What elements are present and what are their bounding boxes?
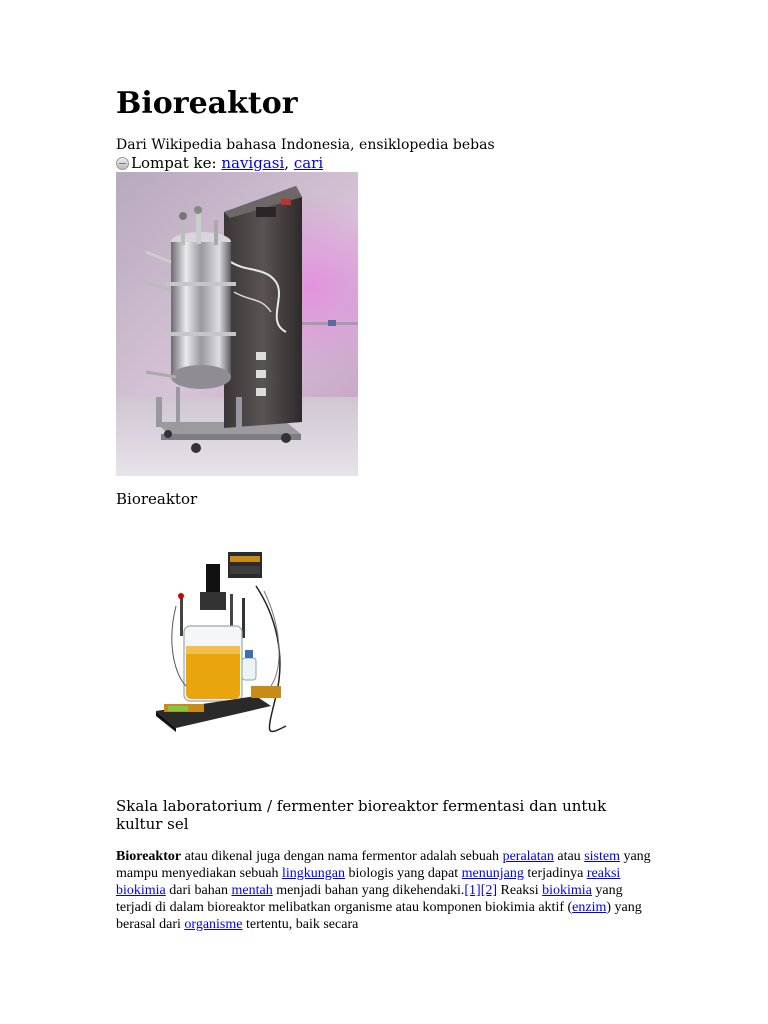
link-enzim[interactable]: enzim — [572, 900, 607, 915]
text-segment: atau dikenal juga dengan nama fermentor adalah sebuah — [181, 849, 503, 864]
jump-prefix: Lompat ke: — [131, 154, 222, 172]
link-biokimia-2[interactable]: biokimia — [542, 883, 592, 898]
bioreactor-photo[interactable] — [116, 172, 358, 476]
text-segment: terjadinya — [523, 866, 587, 881]
link-sistem[interactable]: sistem — [584, 849, 620, 864]
link-menunjang[interactable]: menunjang — [461, 866, 524, 881]
link-peralatan[interactable]: peralatan — [502, 849, 554, 864]
link-biokimia[interactable]: biokimia — [116, 883, 166, 898]
text-segment: biologis yang dapat — [345, 866, 462, 881]
link-mentah[interactable]: mentah — [231, 883, 273, 898]
link-reaksi[interactable]: reaksi — [586, 866, 621, 881]
text-segment: Reaksi — [497, 883, 543, 898]
site-tagline: Dari Wikipedia bahasa Indonesia, ensiklopedia bebas — [116, 137, 495, 153]
search-link[interactable]: cari — [293, 154, 324, 172]
reference-link-1[interactable]: [1] — [464, 883, 481, 898]
link-organisme[interactable]: organisme — [184, 917, 243, 932]
text-segment: dari bahan — [165, 883, 232, 898]
reference-link-2[interactable]: [2] — [480, 883, 498, 898]
jump-separator: , — [284, 154, 294, 172]
figure-caption-1: Bioreaktor — [116, 490, 198, 508]
page-title: Bioreaktor — [116, 86, 298, 121]
text-segment: atau — [553, 849, 585, 864]
text-segment: menjadi bahan yang dikehendaki. — [272, 883, 465, 898]
jump-to-links — [116, 154, 323, 172]
link-lingkungan[interactable]: lingkungan — [282, 866, 346, 881]
intro-paragraph — [116, 848, 651, 933]
navigation-link[interactable]: navigasi — [221, 154, 285, 172]
figure-caption-2: Skala laboratorium / fermenter bioreaktor fermentasi dan untuk kultur sel — [116, 797, 607, 833]
jump-icon — [116, 157, 129, 170]
lab-fermenter-photo[interactable] — [146, 546, 311, 741]
bold-term: Bioreaktor — [116, 849, 182, 864]
text-segment: yang terjadi di dalam bioreaktor melibatkan organisme atau komponen biokimia aktif ( — [116, 883, 623, 915]
text-segment: ) yang berasal dari — [116, 900, 642, 932]
text-segment: yang mampu menyediakan sebuah — [116, 849, 651, 881]
text-segment: tertentu, baik secara — [242, 917, 359, 932]
